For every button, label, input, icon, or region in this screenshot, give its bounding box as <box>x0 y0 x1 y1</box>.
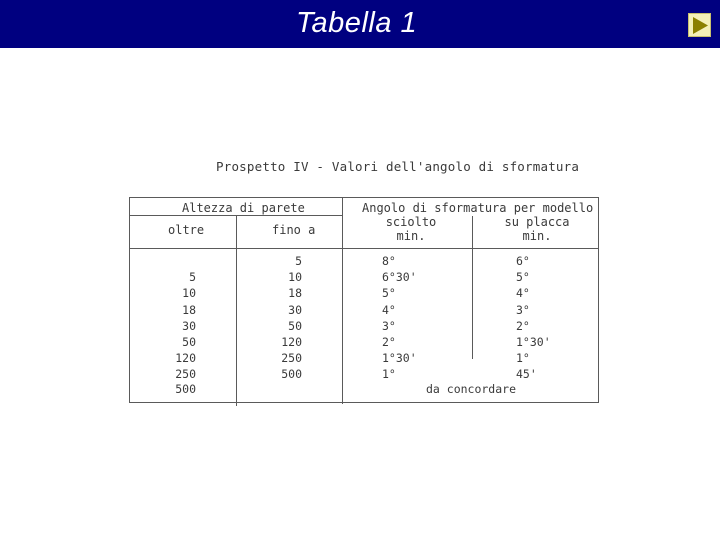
column-divider <box>342 198 343 404</box>
cell-fino-a: 120 <box>281 335 302 349</box>
cell-su-placca: 6° <box>516 254 530 268</box>
cell-da-concordare: da concordare <box>426 382 517 396</box>
cell-sciolto: 4° <box>382 302 396 317</box>
cell-fino-a: 10 <box>288 270 302 285</box>
cell-sciolto: 6°30' <box>382 270 417 285</box>
cell-oltre: 500 <box>175 382 196 396</box>
header-su-placca: su placca min. <box>504 215 570 243</box>
header-divider <box>130 248 598 249</box>
cell-oltre: 120 <box>175 351 196 366</box>
cell-fino-a: 5 <box>295 254 302 268</box>
header-wall-height: Altezza di parete <box>182 201 305 215</box>
cell-oltre: 50 <box>182 335 196 349</box>
cell-sciolto: 2° <box>382 335 396 349</box>
cell-fino-a: 30 <box>288 302 302 317</box>
cell-oltre: 250 <box>175 367 196 382</box>
header-draft-angle: Angolo di sformatura per modello <box>362 201 594 215</box>
cell-fino-a: 50 <box>288 318 302 333</box>
header-fino-a: fino a <box>272 223 316 237</box>
cell-oltre: 18 <box>182 302 196 317</box>
cell-sciolto: 3° <box>382 318 396 333</box>
cell-fino-a: 250 <box>281 351 302 366</box>
cell-su-placca: 5° <box>516 270 530 285</box>
cell-su-placca: 3° <box>516 302 530 317</box>
column-divider <box>236 216 237 406</box>
cell-oltre: 30 <box>182 318 196 333</box>
cell-su-placca: 2° <box>516 318 530 333</box>
cell-sciolto: 5° <box>382 286 396 301</box>
cell-su-placca: 1°30' <box>516 335 551 349</box>
cell-sciolto: 1° <box>382 367 396 382</box>
cell-su-placca: 45' <box>516 367 537 382</box>
cell-oltre: 5 <box>189 270 196 285</box>
cell-oltre: 10 <box>182 286 196 301</box>
cell-sciolto: 1°30' <box>382 351 417 366</box>
slide-title: Tabella 1 <box>296 7 418 39</box>
cell-su-placca: 1° <box>516 351 530 366</box>
table-caption: Prospetto IV - Valori dell'angolo di sformatura <box>216 159 580 174</box>
cell-fino-a: 18 <box>288 286 302 301</box>
cell-fino-a: 500 <box>281 367 302 382</box>
header-oltre: oltre <box>168 223 205 237</box>
column-divider <box>472 216 473 359</box>
cell-sciolto: 8° <box>382 254 396 268</box>
cell-su-placca: 4° <box>516 286 530 301</box>
draft-angle-table <box>129 197 599 403</box>
header-sciolto: sciolto min. <box>385 215 437 243</box>
